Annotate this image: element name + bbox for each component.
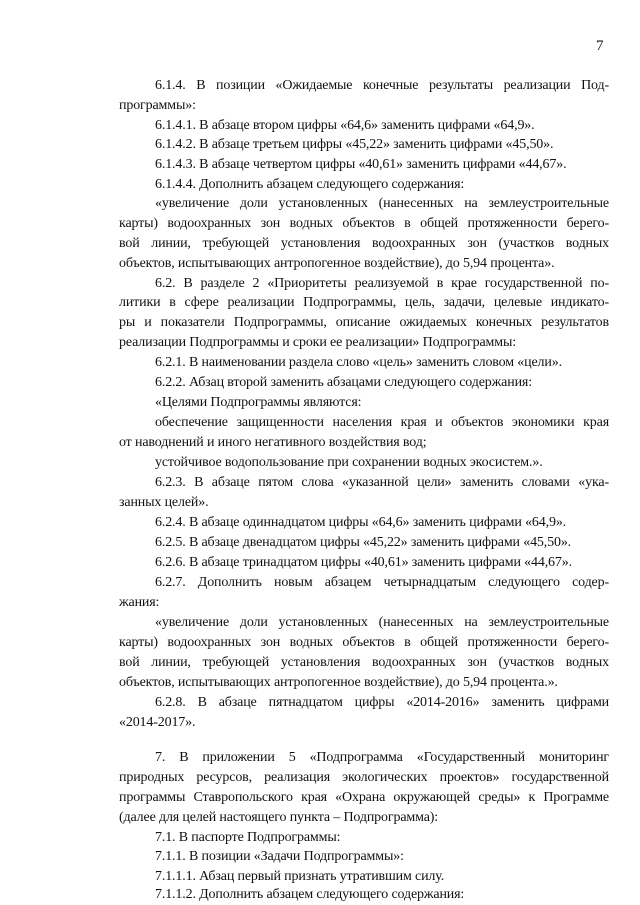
text-line: от наводнений и иного негативного воздействия вод;	[119, 435, 427, 450]
text-line: программы»:	[119, 98, 196, 113]
text-line: 7.1.1. В позиции «Задачи Подпрограммы»:	[155, 849, 404, 864]
text-line: жания:	[119, 595, 160, 610]
text-line: устойчивое водопользование при сохранении водных экосистем.».	[155, 455, 543, 470]
text-line: реализации Подпрограммы и сроки ее реализации» Подпрограммы:	[119, 335, 516, 350]
text-line: 7.1.1.2. Дополнить абзацем следующего содержания:	[155, 887, 465, 902]
text-line: «2014-2017».	[119, 715, 196, 730]
text-line: 6.1.4.1. В абзаце втором цифры «64,6» заменить цифрами «64,9».	[155, 118, 535, 133]
text-line: 7.1. В паспорте Подпрограммы:	[155, 830, 341, 845]
text-line: 7.1.1.1. Абзац первый признать утратившим силу.	[155, 869, 445, 884]
text-line: 6.2.7. Дополнить новым абзацем четырнадцатым следующего содер-	[155, 575, 609, 590]
text-line: объектов, испытывающих антропогенное воздействие), до 5,94 процента.».	[119, 675, 558, 690]
text-line: объектов, испытывающих антропогенное воздействие), до 5,94 процента».	[119, 256, 555, 271]
page-number: 7	[596, 38, 604, 54]
text-line: «увеличение доли установленных (нанесенных на землеустроительные	[155, 615, 609, 630]
text-line: ры и показатели Подпрограммы, описание ожидаемых конечных результатов	[119, 315, 609, 330]
text-line: 6.2.3. В абзаце пятом слова «указанной цели» заменить словами «ука-	[155, 475, 609, 490]
text-line: 6.2.8. В абзаце пятнадцатом цифры «2014-2016» заменить цифрами	[155, 695, 609, 710]
text-line: программы Ставропольского края «Охрана окружающей среды» к Программе	[119, 790, 609, 805]
text-line: «Целями Подпрограммы являются:	[155, 395, 362, 410]
text-line: карты) водоохранных зон водных объектов в общей протяженности берего-	[119, 635, 609, 650]
text-line: вой линии, требующей установления водоохранных зон (участков водных	[119, 236, 609, 251]
text-line: вой линии, требующей установления водоохранных зон (участков водных	[119, 655, 609, 670]
text-line: 6.2.1. В наименовании раздела слово «цель» заменить словом «цели».	[155, 355, 562, 370]
text-line: карты) водоохранных зон водных объектов в общей протяженности берего-	[119, 216, 609, 231]
text-line: литики в сфере реализации Подпрограммы, цель, задачи, целевые индикато-	[119, 295, 609, 310]
text-line: 6.2.6. В абзаце тринадцатом цифры «40,61» заменить цифрами «44,67».	[155, 555, 572, 570]
text-line: 6.2. В разделе 2 «Приоритеты реализуемой в крае государственной по-	[155, 276, 609, 291]
text-line: 6.2.4. В абзаце одиннадцатом цифры «64,6» заменить цифрами «64,9».	[155, 515, 567, 530]
text-line: 6.1.4.4. Дополнить абзацем следующего содержания:	[155, 177, 465, 192]
text-line: «увеличение доли установленных (нанесенных на землеустроительные	[155, 196, 609, 211]
text-line: 6.1.4. В позиции «Ожидаемые конечные результаты реализации Под-	[155, 78, 609, 93]
text-line: 6.1.4.3. В абзаце четвертом цифры «40,61» заменить цифрами «44,67».	[155, 157, 567, 172]
text-line: 7. В приложении 5 «Подпрограмма «Государственный мониторинг	[155, 750, 609, 765]
text-line: 6.2.2. Абзац второй заменить абзацами следующего содержания:	[155, 375, 532, 390]
text-line: природных ресурсов, реализация экологических проектов» государственной	[119, 770, 609, 785]
text-line: обеспечение защищенности населения края и объектов экономики края	[155, 415, 609, 430]
text-line: 6.1.4.2. В абзаце третьем цифры «45,22» заменить цифрами «45,50».	[155, 137, 554, 152]
text-line: (далее для целей настоящего пункта – Подпрограмма):	[119, 810, 439, 825]
text-line: 6.2.5. В абзаце двенадцатом цифры «45,22» заменить цифрами «45,50».	[155, 535, 572, 550]
text-line: занных целей».	[119, 495, 209, 510]
